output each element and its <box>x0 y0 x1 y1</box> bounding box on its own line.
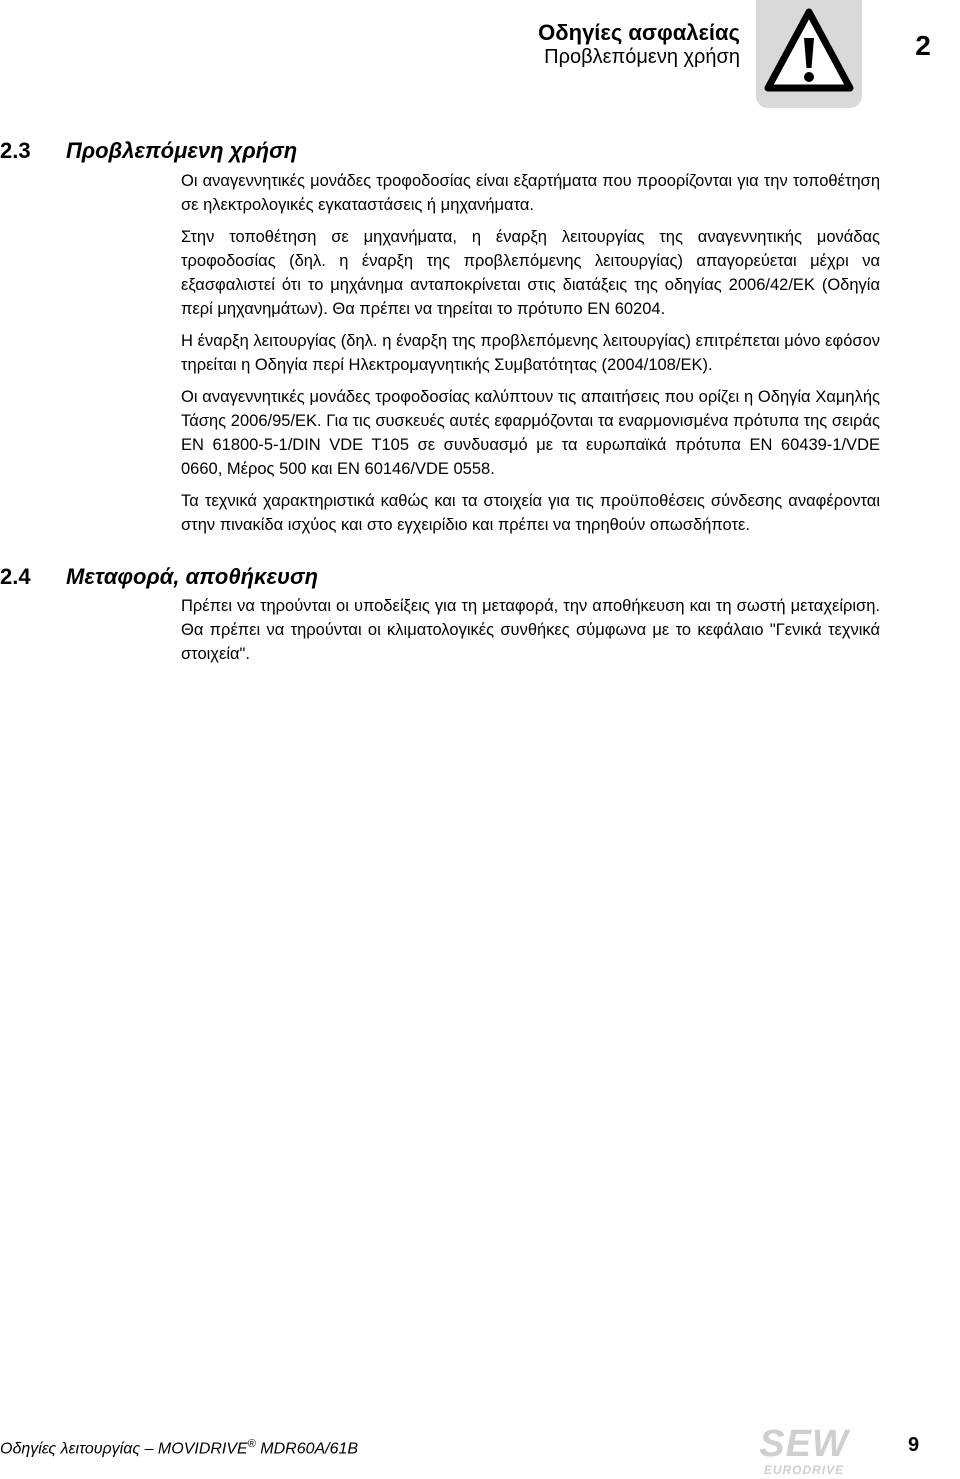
warning-triangle-icon <box>764 6 854 96</box>
page-number: 9 <box>908 1434 920 1456</box>
chapter-number: 2 <box>915 30 931 61</box>
section-number: 2.4 <box>0 564 31 589</box>
warning-box <box>756 0 862 108</box>
paragraph: Η έναρξη λειτουργίας (δηλ. η έναρξη της προβλεπόμενης λειτουργίας) επιτρέπεται μόνο εφόσον τηρείται η Οδηγία περί Ηλεκτρομαγνητικής Συμβατότητας (2004/108/ΕΚ). <box>181 332 880 374</box>
logo-top: SEW <box>759 1423 849 1465</box>
paragraph: Οι αναγεννητικές μονάδες τροφοδοσίας είναι εξαρτήματα που προορίζονται για την τοποθέτηση σε ηλεκτρολογικές εγκαταστάσεις ή μηχανήματα. <box>181 172 880 214</box>
registered-mark: ® <box>247 1438 256 1450</box>
chapter-tab <box>886 0 960 92</box>
section-heading <box>0 564 318 590</box>
paragraph: Τα τεχνικά χαρακτηριστικά καθώς και τα στοιχεία για τις προϋποθέσεις σύνδεσης αναφέρονται στην πινακίδα ισχύος και στο εγχειρίδιο και πρέπει να τηρηθούν οπωσδήποτε. <box>181 492 880 534</box>
section-title: Προβλεπόμενη χρήση <box>66 138 298 163</box>
section-body <box>181 594 880 674</box>
header-subtitle: Προβλεπόμενη χρήση <box>544 46 740 68</box>
section-title: Μεταφορά, αποθήκευση <box>66 564 319 589</box>
footer-doc-title-prefix: Οδηγίες λειτουργίας – MOVIDRIVE <box>0 1440 248 1458</box>
header-title: Οδηγίες ασφαλείας <box>538 20 740 45</box>
sew-eurodrive-logo <box>748 1424 860 1479</box>
footer-doc-title-suffix: MDR60A/61B <box>255 1440 359 1458</box>
paragraph: Πρέπει να τηρούνται οι υποδείξεις για τη μεταφορά, την αποθήκευση και τη σωστή μεταχείριση. Θα πρέπει να τηρούνται οι κλιματολογικές συνθήκες σύμφωνα με το κεφάλαιο "Γενικά τεχνικά στοιχεία". <box>181 597 880 663</box>
paragraph: Στην τοποθέτηση σε μηχανήματα, η έναρξη λειτουργίας της αναγεννητικής μονάδας τροφοδοσίας (δηλ. η έναρξη της προβλεπόμενης λειτουργίας) απαγορεύεται μέχρι να εξασφαλιστεί ότι το μηχάνημα ανταποκρίνεται στις διατάξεις της οδηγίας 2006/42/ΕΚ (Οδηγία περί μηχανημάτων). Θα πρέπει να τηρείται το πρότυπο EN 60204. <box>181 228 880 318</box>
section-number: 2.3 <box>0 138 31 163</box>
section-body <box>181 169 880 545</box>
paragraph: Οι αναγεννητικές μονάδες τροφοδοσίας καλύπτουν τις απαιτήσεις που ορίζει η Οδηγία Χαμηλής Τάσης 2006/95/ΕΚ. Για τις συσκευές αυτές εφαρμόζονται τα εναρμονισμένα πρότυπα της σειράς EN 61800-5-1/DIN VDE T105 σε συνδυασμό με τα ευρωπαϊκά πρότυπα EN 60439-1/VDE 0660, Μέρος 500 και EN 60146/VDE 0558. <box>181 388 880 478</box>
footer-doc-title <box>0 1438 358 1458</box>
logo-bottom: EURODRIVE <box>763 1463 845 1477</box>
section-heading <box>0 138 297 164</box>
